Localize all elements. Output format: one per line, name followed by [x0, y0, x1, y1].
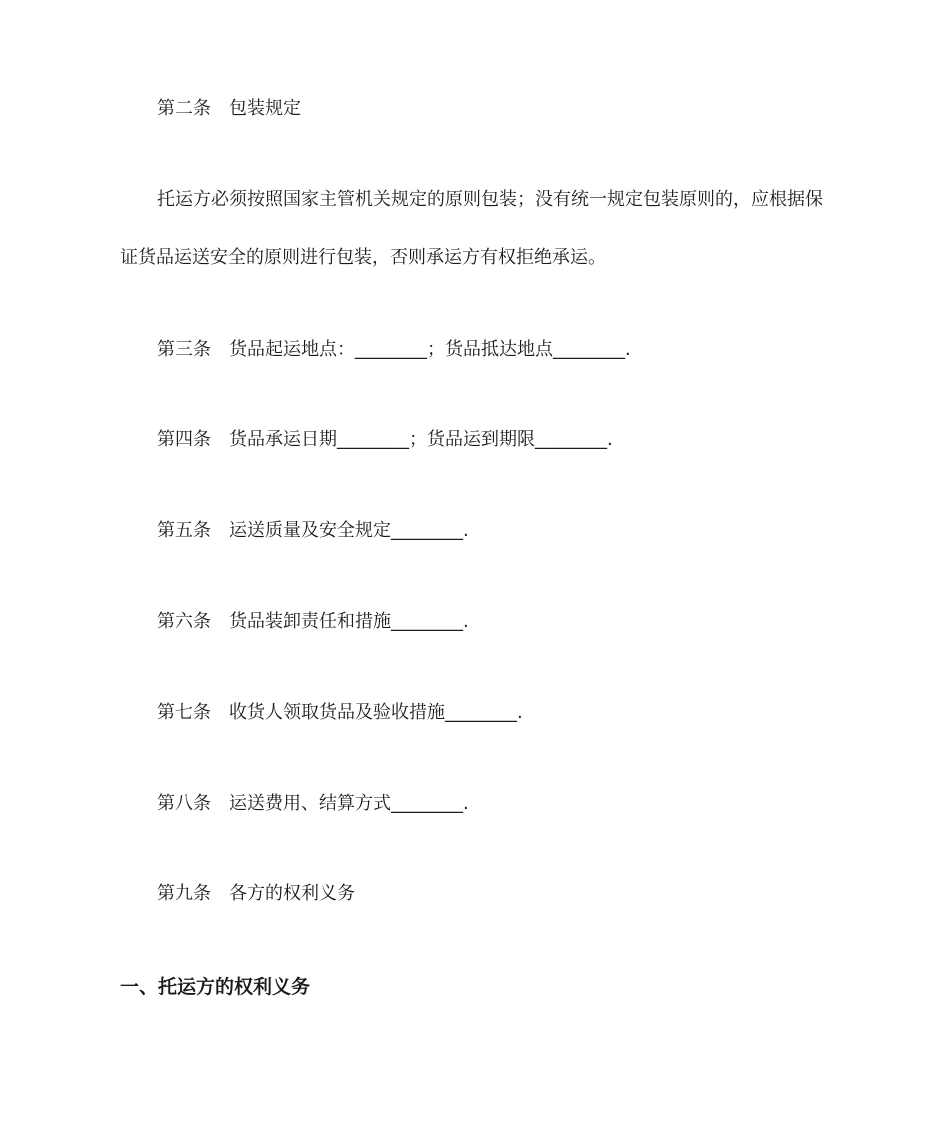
article-number: 第七条 [157, 702, 211, 723]
article-number: 第三条 [157, 339, 211, 360]
article-8 [157, 792, 469, 816]
article-text: 货品起运地点：________；货品抵达地点________. [229, 339, 631, 360]
article-number: 第九条 [157, 883, 211, 904]
article-text: 运送质量及安全规定________. [229, 520, 469, 541]
article-4 [157, 428, 613, 452]
article-number: 第六条 [157, 611, 211, 632]
paragraph-line-2: 证货品运送安全的原则进行包装，否则承运方有权拒绝承运。 [120, 247, 606, 268]
article-2 [157, 97, 301, 121]
article-3 [157, 338, 631, 362]
article-title: 包装规定 [229, 98, 301, 119]
article-text: 各方的权利义务 [229, 883, 355, 904]
article-text: 货品承运日期________；货品运到期限________. [229, 429, 613, 450]
article-number: 第四条 [157, 429, 211, 450]
article-9 [157, 882, 355, 906]
article-number: 第八条 [157, 793, 211, 814]
section-heading: 一、托运方的权利义务 [120, 976, 311, 998]
article-text: 运送费用、结算方式________. [229, 793, 469, 814]
article-text: 收货人领取货品及验收措施________. [229, 702, 523, 723]
paragraph-line-1: 托运方必须按照国家主管机关规定的原则包装；没有统一规定包装原则的，应根据保 [157, 189, 823, 210]
article-number: 第五条 [157, 520, 211, 541]
article-7 [157, 701, 523, 725]
article-number: 第二条 [157, 98, 211, 119]
article-6 [157, 610, 469, 634]
article-text: 货品装卸责任和措施________. [229, 611, 469, 632]
article-5 [157, 519, 469, 543]
